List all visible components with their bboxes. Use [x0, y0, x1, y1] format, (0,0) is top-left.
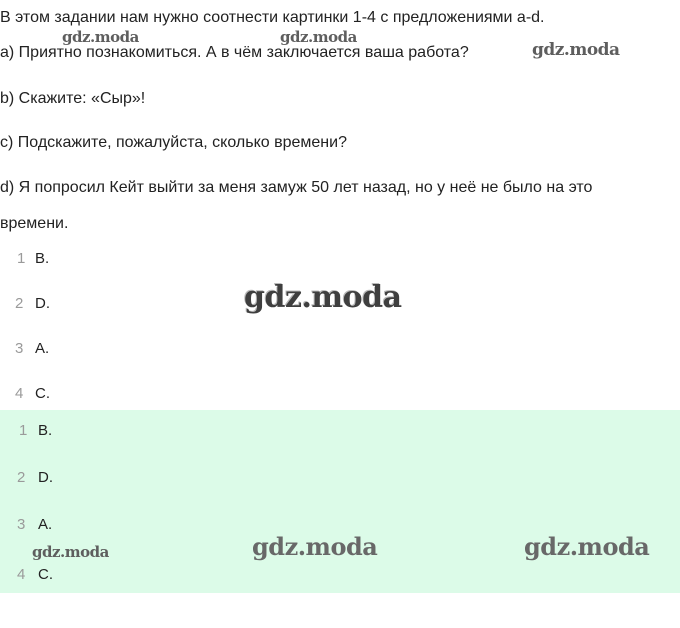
- answer-number: 3: [17, 516, 26, 533]
- answer-value: B.: [38, 422, 53, 439]
- answer-number: 4: [17, 566, 26, 583]
- match-number: 1: [17, 250, 26, 267]
- watermark: gdz.moda: [280, 28, 357, 46]
- sentence-d-continuation: времени.: [0, 215, 69, 232]
- watermark: gdz.moda: [244, 280, 402, 315]
- watermark: gdz.moda: [32, 543, 109, 561]
- answer-value: D.: [38, 469, 53, 486]
- sentence-d: d) Я попросил Кейт выйти за меня замуж 50 лет назад, но у неё не было на это: [0, 179, 593, 196]
- answer-number: 2: [17, 469, 26, 486]
- match-number: 2: [15, 295, 24, 312]
- watermark: gdz.moda: [252, 532, 378, 561]
- match-value: C.: [35, 385, 50, 402]
- match-value: A.: [35, 340, 50, 357]
- match-value: B.: [35, 250, 50, 267]
- match-number: 4: [15, 385, 24, 402]
- sentence-a: a) Приятно познакомиться. А в чём заключается ваша работа?: [0, 44, 469, 61]
- match-value: D.: [35, 295, 50, 312]
- watermark: gdz.moda: [532, 40, 620, 60]
- answer-value: A.: [38, 516, 53, 533]
- sentence-b: b) Скажите: «Сыр»!: [0, 90, 146, 107]
- watermark: gdz.moda: [62, 28, 139, 46]
- match-number: 3: [15, 340, 24, 357]
- watermark: gdz.moda: [524, 532, 650, 561]
- intro-text: В этом задании нам нужно соотнести картинки 1-4 с предложениями a-d.: [0, 9, 545, 26]
- answer-number: 1: [19, 422, 28, 439]
- answer-box: [0, 410, 680, 593]
- sentence-c: c) Подскажите, пожалуйста, сколько времени?: [0, 134, 347, 151]
- answer-value: C.: [38, 566, 53, 583]
